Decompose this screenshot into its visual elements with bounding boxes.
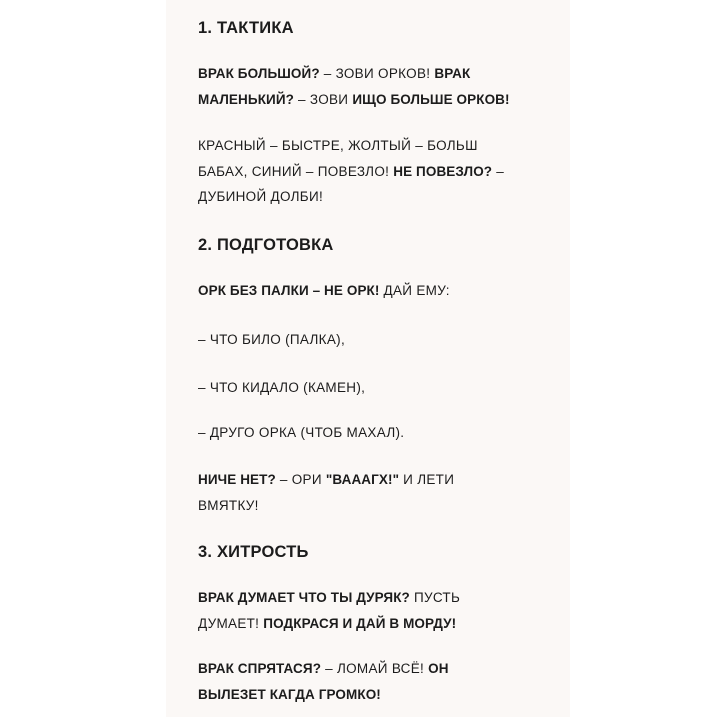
tactics-paragraph-1 [198,61,510,112]
text-line [198,159,504,185]
bold-text: ОН [428,661,449,676]
bold-text: НИЧЕ НЕТ? [198,472,276,487]
bold-text: ВРАК БОЛЬШОЙ? [198,66,320,81]
cunning-paragraph-1 [198,585,460,636]
text-line [198,682,449,708]
bold-text: ОРК БЕЗ ПАЛКИ – НЕ ОРК! [198,283,380,298]
bold-text: ВРАК СПРЯТАСЯ? [198,661,322,676]
bold-text: ПОДКРАСЯ И ДАЙ В МОРДУ! [263,615,457,631]
bold-text: НЕ ПОВЕЗЛО? [393,163,493,179]
list-item: – ДРУГО ОРКА (ЧТОБ МАХАЛ). [198,425,405,440]
tactics-paragraph-2 [198,133,504,210]
bold-text: ИЩО БОЛЬШЕ ОРКОВ! [352,91,510,107]
section-heading-cunning: 3. ХИТРОСТЬ [198,543,309,561]
preparation-outro [198,467,454,518]
bold-text: ВРАК [434,66,471,81]
section-heading-tactics: 1. ТАКТИКА [198,19,294,37]
list-item: – ЧТО БИЛО (ПАЛКА), [198,332,345,347]
text-line [198,585,460,611]
text-line [198,467,454,493]
text-span: – ЗОВИ ОРКОВ! [319,66,435,81]
text-span: – ЗОВИ [293,91,353,107]
bold-text: "ВАААГХ!" [325,472,400,487]
list-item: – ЧТО КИДАЛО (КАМЕН), [198,380,366,395]
text-line [198,656,449,682]
text-span: ПУСТЬ [409,590,461,605]
text-span: – [492,163,505,179]
text-line [198,611,460,637]
text-line [198,61,510,87]
bold-text: ВРАК ДУМАЕТ ЧТО ТЫ ДУРЯК? [198,590,410,605]
text-span: ДУМАЕТ! [198,615,264,631]
text-line: ВМЯТКУ! [198,497,259,513]
section-heading-preparation: 2. ПОДГОТОВКА [198,236,334,254]
text-span: БАБАХ, СИНИЙ – ПОВЕЗЛО! [198,163,394,179]
text-line [198,87,510,113]
text-line: ДУБИНОЙ ДОЛБИ! [198,189,324,204]
text-span: – ОРИ [275,472,326,487]
bold-text: ВЫЛЕЗЕТ КАГДА ГРОМКО! [198,686,381,702]
text-span: – ЛОМАЙ ВСЁ! [321,661,429,676]
preparation-intro [198,278,450,304]
text-span: ДАЙ ЕМУ: [379,283,450,298]
text-span: И ЛЕТИ [399,472,455,487]
bold-text: МАЛЕНЬКИЙ? [198,91,294,107]
text-line: КРАСНЫЙ – БЫСТРЕ, ЖОЛТЫЙ – БОЛЬШ [198,138,478,153]
cunning-paragraph-2 [198,656,449,707]
